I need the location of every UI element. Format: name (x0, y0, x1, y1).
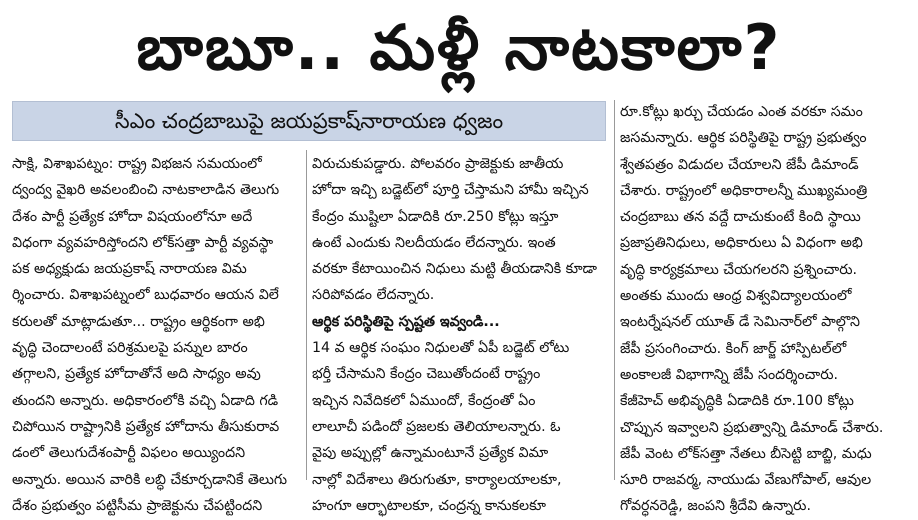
article-line: తుందని అన్నారు. అధికారంలోకి వచ్చి ఏడాది గడి (12, 392, 279, 409)
article-line: ఇచ్చిన నివేదికలో ఏముందో, కేంద్రంతో ఏం (312, 392, 536, 409)
article-line: అంకాలజీ విభాగాన్ని జేపీ సందర్శించారు. (620, 366, 839, 383)
article-line: జేపీ ప్రసంగించారు. కింగ్ జార్జ్ హాస్పిటల్‌లో (620, 340, 847, 357)
article-line: సూరి రాజవర్మ, నాయుడు వేణుగోపాల్, ఆవుల (620, 472, 872, 489)
article-line: ప్రజాప్రతినిధులు, అధికారులు ఏ విధంగా అభి (620, 235, 863, 252)
article-line: ద్వంద్వ వైఖరి అవలంబించి నాటకాలాడిన తెలుగు (12, 182, 280, 199)
article-line: కేంద్రం ముష్టిలా ఏడాదికి రూ.250 కోట్లు ఇస్తూ (312, 208, 559, 225)
deck-subheading: సీఎం చంద్రబాబుపై జయప్రకాష్‌నారాయణ ధ్వజం (12, 101, 606, 141)
article-line: చిపోయిన రాష్ట్రానికి ప్రత్యేక హోదాను తీసుకురావ (12, 418, 280, 435)
article-line: చేశారు. రాష్ట్రంలో అధికారాలన్నీ ముఖ్యమంత్రి (620, 182, 868, 199)
article-line: రూ.కోట్లు ఖర్చు చేయడం ఎంత వరకూ సమం (620, 104, 863, 120)
article-column-1 (12, 151, 302, 519)
article-line: ఉంటే ఎందుకు నిలదీయడం లేదన్నారు. ఇంత (312, 234, 556, 251)
article-line: వైపు అప్పుల్లో ఉన్నామంటూనే ప్రత్యేక విమా (312, 445, 549, 462)
article-line: పక అధ్యక్షుడు జయప్రకాష్ నారాయణ విమ (12, 261, 247, 278)
article-line: విరుచుకుపడ్డారు. పోలవరం ప్రాజెక్టుకు జాతీయ (312, 156, 564, 172)
article-line: నాల్లో విదేశాలు తిరుగుతూ, కార్యాలయాలకూ, (312, 471, 562, 488)
article-line: చొప్పున ఇవ్వాలని ప్రభుత్వాన్ని డిమాండ్ చేశారు. (620, 419, 884, 436)
article-line: సాక్షి, విశాఖపట్నం: రాష్ట్ర విభజన సమయంలో (12, 156, 262, 172)
article-line: అంతకు ముందు ఆంధ్ర విశ్వవిద్యాలయంలో (620, 288, 852, 305)
article-line: చంద్రబాబు తన వద్దే దాచుకుంటే కింది స్థాయి (620, 209, 861, 226)
article-line: అన్నారు. అయిన వారికి లబ్ధి చేకూర్చడానికే తెలుగు (12, 471, 288, 488)
article-line: భర్తీ చేసామని కేంద్రం చెబుతోందంటే రాష్ట్రం (312, 366, 541, 383)
article-line: జసమన్నారు. ఆర్థిక పరిస్థితిపై రాష్ట్ర ప్రభుత్వం (620, 130, 867, 147)
article-line: గోవర్ధనరెడ్డి, జంపని శ్రీదేవి ఉన్నారు. (620, 498, 811, 515)
article-column-3 (620, 99, 910, 520)
article-line: ఇంటర్నేషనల్ యూత్ డే సెమినార్‌లో పాల్గొని (620, 314, 860, 331)
article-line: దేశం పార్టీ ప్రత్యేక హోదా విషయంలోనూ అదే (12, 208, 253, 225)
article-line: 14 వ ఆర్థిక సంఘం నిధులతో ఏపీ బడ్జెట్ లోటు (312, 340, 570, 357)
article-line: విధంగా వ్యవహరిస్తోందని లోక్‌సత్తా పార్టీ వ్యవస్థా (12, 234, 274, 251)
article-line: వృద్ధి చెందాలంటే పరిశ్రమలపై పన్నుల బారం (12, 340, 248, 357)
article-line: హోదా ఇచ్చి బడ్జెట్‌లో పూర్తి చేస్తామని హామీ ఇచ్చిన (312, 182, 589, 199)
article-line: వృద్ధి కార్యక్రమాలు చేయగలరని ప్రశ్నించారు. (620, 261, 858, 278)
article-column-2 (312, 151, 608, 519)
article-line: లాలూచీ పడిందో ప్రజలకు తెలియాలన్నారు. ఓ (312, 418, 561, 435)
article-line: వరకూ కేటాయించిన నిధులు మట్టి తీయడానికి కూడా (312, 261, 598, 278)
column-divider (614, 100, 615, 480)
article-line: కేజీహెచ్ అభివృద్ధికి ఏడాదికి రూ.100 కోట్లు (620, 393, 854, 410)
article-line: హంగూ ఆర్భాటాలకూ, చంద్రన్న కానుకలకూ (312, 497, 546, 514)
article-line: డంలో తెలుగుదేశంపార్టీ విఫలం అయ్యిందని (12, 445, 246, 462)
headline: బాబూ.. మళ్లీ నాటకాలా? (136, 11, 782, 84)
article-line: జేపీ వెంట లోక్‌సత్తా నేతలు బీసెట్టి బాబ్జి, మధు (620, 445, 872, 462)
article-line: ర్శించారు. విశాఖపట్నంలో బుధవారం ఆయన విలే (12, 287, 279, 304)
article-line: శ్వేతపత్రం విడుదల చేయాలని జేపీ డిమాండ్ (620, 156, 859, 173)
article-line: ఆర్థిక పరిస్థితిపై స్పష్టత ఇవ్వండి... (312, 313, 500, 330)
article-line: కరులతో మాట్లాడుతూ... రాష్ట్రం ఆర్థికంగా అభి (12, 313, 265, 330)
article-line: దేశం ప్రభుత్వం పట్టిసీమ ప్రాజెక్టును చేపట్టిందని (12, 497, 263, 514)
article-line: సరిపోవడం లేదన్నారు. (312, 287, 435, 304)
article-line: తగ్గాలని, ప్రత్యేక హోదాతోనే అది సాధ్యం అవు (12, 366, 261, 383)
column-divider (306, 150, 307, 480)
